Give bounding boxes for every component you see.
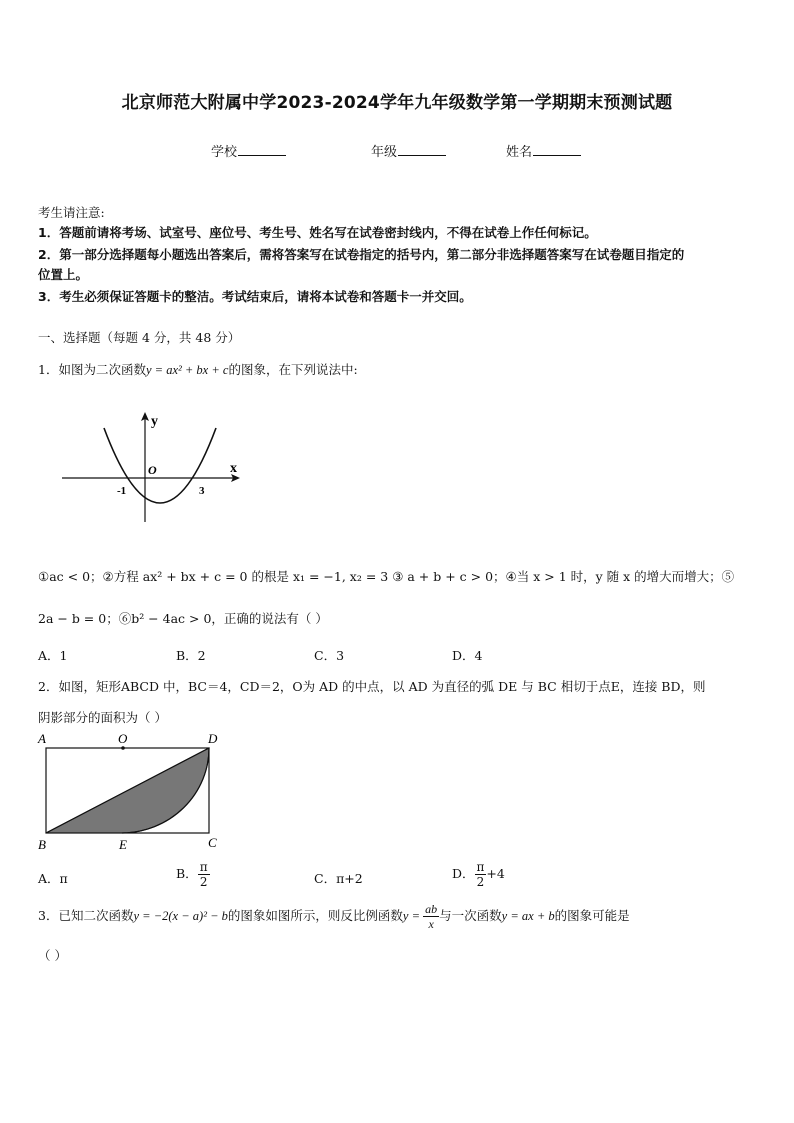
page-title: 北京师范大附属中学2023-2024学年九年级数学第一学期期末预测试题 xyxy=(121,93,673,113)
fraction-numerator: π xyxy=(199,860,208,874)
x-axis-label: x xyxy=(230,461,237,476)
q3-answer-paren: （ ） xyxy=(38,948,67,963)
grade-field xyxy=(371,141,446,160)
notice-heading: 考生请注意: xyxy=(38,205,105,220)
q2-option-c: C．π+2 xyxy=(314,871,363,886)
notice-item: 3．考生必须保证答题卡的整洁。考试结束后，请将本试卷和答题卡一并交回。 xyxy=(38,289,472,304)
y-axis-label: y xyxy=(151,414,158,429)
q2-option-a: A．π xyxy=(38,871,68,886)
q2-option-d-fraction xyxy=(475,860,487,889)
q1-parabola-graph xyxy=(60,410,245,522)
q3-stem-mid2: 与一次函数 xyxy=(439,908,502,923)
q1-stem-prefix: 1．如图为二次函数 xyxy=(38,362,146,377)
q3-stem-suffix: 的图象可能是 xyxy=(554,908,630,923)
q2-option-b-prefix: B． xyxy=(176,866,198,881)
q2-stem-line1: 2．如图，矩形ABCD 中，BC＝4，CD＝2，O为 AD 的中点，以 AD 为直径的弧 DE 与 BC 相切于点E，连接 BD，则 xyxy=(38,679,706,694)
q2-option-b xyxy=(176,860,210,889)
q3-quadratic-formula: y = −2(x − a)² − b xyxy=(133,909,228,923)
name-label: 姓名 xyxy=(506,145,533,160)
fraction-numerator: π xyxy=(476,860,485,874)
q1-stem-suffix: 的图象，在下列说法中: xyxy=(228,362,358,377)
q1-statements-line2: 2a − b = 0；⑥b² − 4ac > 0，正确的说法有（ ） xyxy=(38,611,328,626)
label-a: A xyxy=(38,731,46,746)
root-right-label: 3 xyxy=(199,485,205,497)
q1-stem-formula: y = ax² + bx + c xyxy=(145,363,229,377)
label-o: O xyxy=(118,731,128,746)
q1-option-a: A．1 xyxy=(38,648,68,663)
q1-statements-line1: ①ac < 0；②方程 ax² + bx + c = 0 的根是 x₁ = −1, x₂ = 3 ③ a + b + c > 0；④当 x > 1 时，y 随 x 的增大而增大；⑤ xyxy=(38,569,735,584)
q2-option-d-suffix: +4 xyxy=(486,866,505,881)
q2-option-d xyxy=(452,860,505,889)
origin-label: O xyxy=(148,463,157,477)
q3-inverse-fraction xyxy=(423,902,439,931)
grade-blank xyxy=(398,143,446,156)
q2-rectangle-figure xyxy=(34,728,228,854)
notice-item: 位置上。 xyxy=(38,267,89,282)
fraction-numerator: ab xyxy=(425,902,438,916)
fraction-denominator: x xyxy=(428,917,434,931)
q3-stem-mid: 的图象如图所示，则反比例函数 xyxy=(227,908,403,923)
root-left-label: -1 xyxy=(117,485,127,497)
point-o xyxy=(121,746,125,750)
school-label: 学校 xyxy=(211,145,238,160)
q3-stem: 3．已知二次函数y = −2(x − a)² − b的图象如图所示，则反比例函数y = $\frac{ab}{x}$ 与一次函数y = ax + b的图象可能是 xyxy=(38,902,630,931)
q1-option-b: B．2 xyxy=(176,648,206,663)
label-e: E xyxy=(119,837,127,852)
school-field xyxy=(211,141,286,160)
notice-item: 1．答题前请将考场、试室号、座位号、考生号、姓名写在试卷密封线内，不得在试卷上作任何标记。 xyxy=(38,225,597,240)
fraction-denominator: 2 xyxy=(476,875,485,889)
name-blank xyxy=(533,143,581,156)
label-c: C xyxy=(208,835,217,850)
q3-linear-formula: y = ax + b xyxy=(501,909,555,923)
q1-option-d: D．4 xyxy=(452,648,483,663)
q1-option-c: C．3 xyxy=(314,648,345,663)
section-heading: 一、选择题（每题 4 分，共 48 分） xyxy=(38,330,241,345)
q2-option-b-fraction xyxy=(198,860,210,889)
fraction-denominator: 2 xyxy=(199,875,208,889)
q1-stem xyxy=(38,360,358,378)
school-blank xyxy=(238,143,286,156)
label-d: D xyxy=(208,731,218,746)
name-field xyxy=(506,141,581,160)
label-b: B xyxy=(38,837,46,852)
q2-option-d-prefix: D． xyxy=(452,866,475,881)
notice-item: 2．第一部分选择题每小题选出答案后，需将答案写在试卷指定的括号内，第二部分非选择题答案写在试卷题目指定的 xyxy=(38,247,685,262)
grade-label: 年级 xyxy=(371,145,398,160)
q2-stem-line2: 阴影部分的面积为（ ） xyxy=(38,710,167,725)
q3-stem-prefix: 3．已知二次函数 xyxy=(38,908,134,923)
